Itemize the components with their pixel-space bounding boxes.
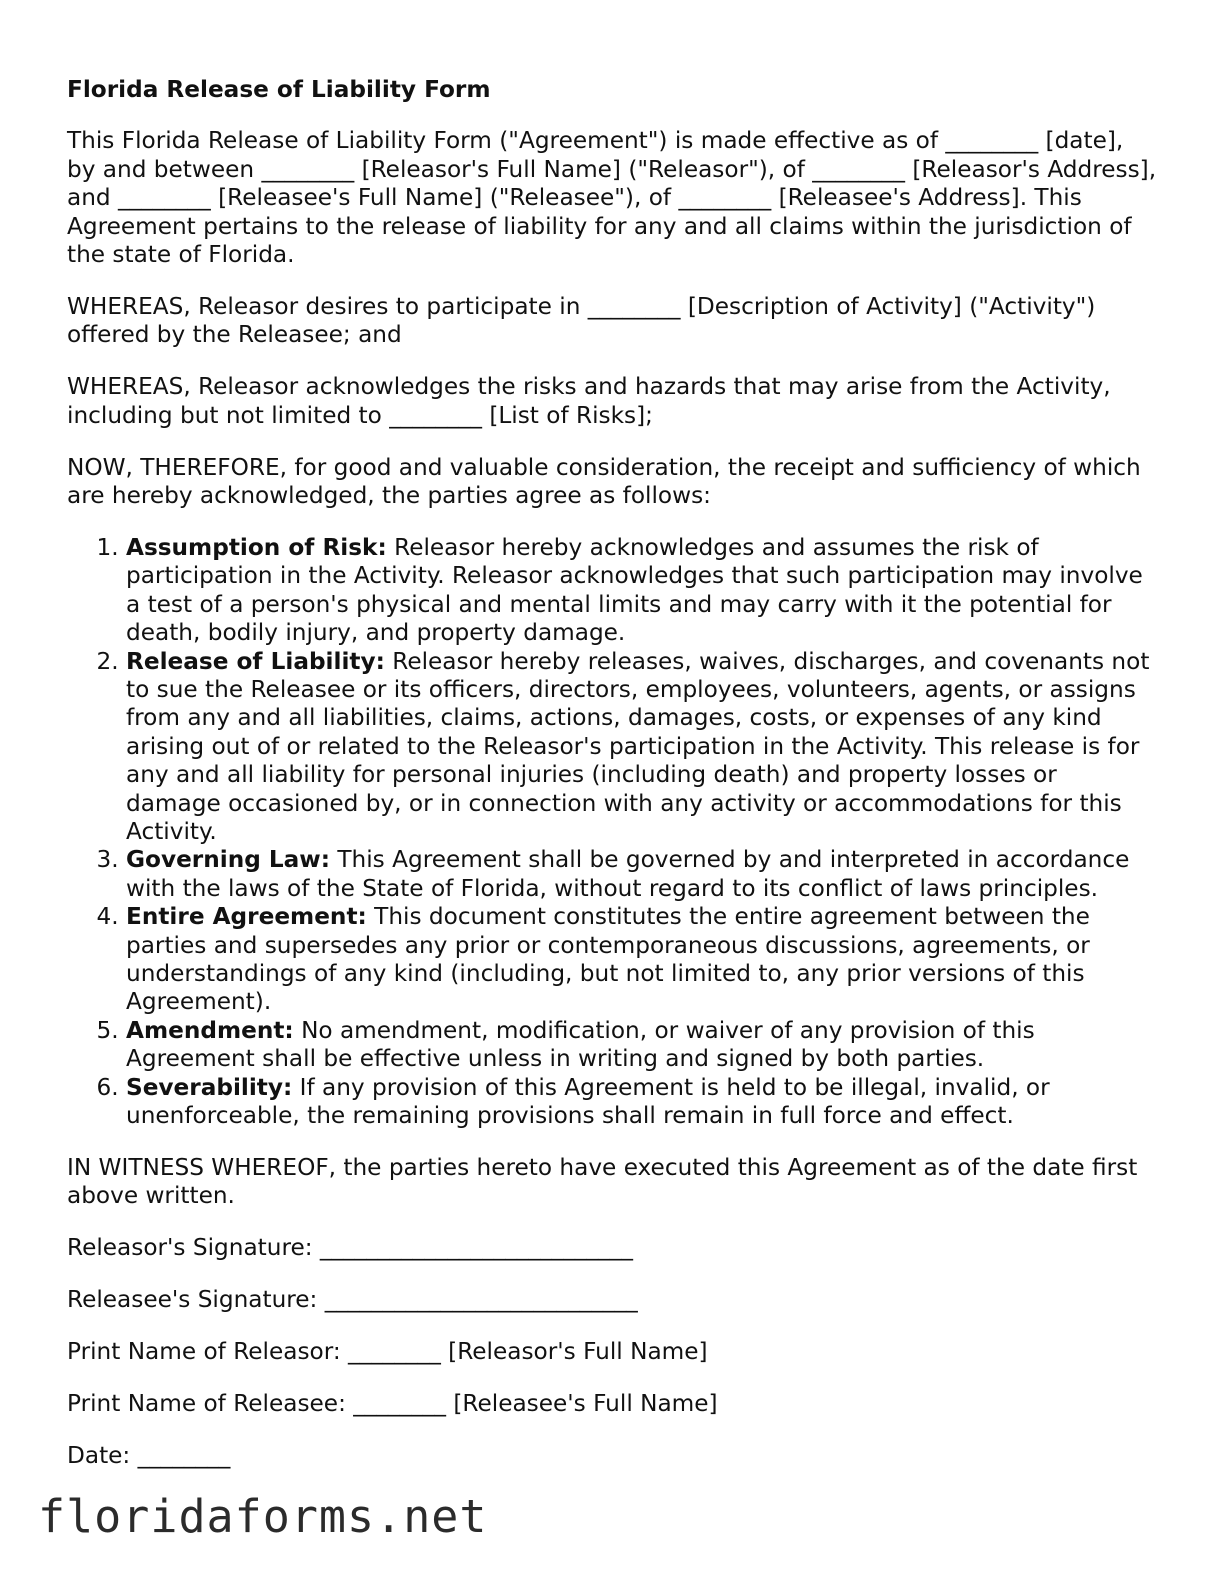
print-name-releasee-line: Print Name of Releasee: ________ [Releasee's Full Name] bbox=[67, 1389, 718, 1417]
intro-paragraph: This Florida Release of Liability Form ("Agreement") is made effective as of ________ [date], by and between ________ [Releasor's Full Name] ("Releasor"), of ________ [Releasor's Address], and ________ [Releasee's Full Name] ("Releasee"), of ________ [Releasee's Address]. This Agreement pertains to the release of liability for any and all claims within the jurisdiction of the state of Florida. bbox=[67, 127, 1157, 269]
print-name-releasor-line: Print Name of Releasor: ________ [Releasor's Full Name] bbox=[67, 1338, 708, 1366]
in-witness-paragraph: IN WITNESS WHEREOF, the parties hereto have executed this Agreement as of the date first above written. bbox=[67, 1153, 1138, 1210]
clause-entire-agreement bbox=[126, 903, 1157, 1017]
now-therefore-paragraph: NOW, THEREFORE, for good and valuable consideration, the receipt and sufficiency of which are hereby acknowledged, the parties agree as follows: bbox=[67, 453, 1141, 509]
clause-text: This document constitutes the entire agreement between the parties and supersedes any prior or contemporaneous discussions, agreements, or understandings of any kind (including, but not limited to, any prior versions of this Agreement). bbox=[126, 903, 1090, 1016]
clause-heading: Severability: bbox=[126, 1073, 293, 1101]
watermark-logo: floridaforms.net bbox=[38, 1490, 488, 1543]
clause-assumption-of-risk bbox=[126, 534, 1157, 648]
clause-text: No amendment, modification, or waiver of any provision of this Agreement shall be effective unless in writing and signed by both parties. bbox=[126, 1016, 1035, 1073]
clause-amendment bbox=[126, 1017, 1157, 1074]
clause-governing-law bbox=[126, 846, 1157, 903]
clause-heading: Amendment: bbox=[126, 1016, 294, 1044]
clause-list bbox=[67, 534, 1157, 1131]
document-title: Florida Release of Liability Form bbox=[67, 76, 491, 103]
clause-release-of-liability bbox=[126, 648, 1157, 847]
whereas-risks-paragraph: WHEREAS, Releasor acknowledges the risks and hazards that may arise from the Activity, including but not limited to ________ [List of Risks]; bbox=[67, 373, 1111, 429]
clause-text: Releasor hereby releases, waives, discharges, and covenants not to sue the Releasee or its officers, directors, employees, volunteers, agents, or assigns from any and all liabilities, claims, actions, damages, costs, or expenses of any kind arising out of or related to the Releasor's participation in the Activity. This release is for any and all liability for personal injuries (including death) and property losses or damage occasioned by, or in connection with any activity or accommodations for this Activity. bbox=[126, 647, 1150, 845]
clause-heading: Release of Liability: bbox=[126, 647, 385, 675]
clause-text: If any provision of this Agreement is held to be illegal, invalid, or unenforceable, the remaining provisions shall remain in full force and effect. bbox=[126, 1073, 1050, 1129]
document-page bbox=[67, 76, 1157, 1494]
clause-heading: Governing Law: bbox=[126, 846, 330, 874]
clause-severability bbox=[126, 1074, 1157, 1131]
clause-text: Releasor hereby acknowledges and assumes the risk of participation in the Activity. Releasor acknowledges that such participation may involve a test of a person's physical and mental limits and may carry with it the potential for death, bodily injury, and property damage. bbox=[126, 533, 1143, 647]
clause-heading: Assumption of Risk: bbox=[126, 533, 387, 561]
date-line: Date: ________ bbox=[67, 1441, 231, 1469]
releasor-signature-line: Releasor's Signature: ___________________________ bbox=[67, 1234, 633, 1262]
clause-text: This Agreement shall be governed by and interpreted in accordance with the laws of the State of Florida, without regard to its conflict of laws principles. bbox=[126, 846, 1130, 902]
whereas-activity-paragraph: WHEREAS, Releasor desires to participate in ________ [Description of Activity] ("Activity") offered by the Releasee; and bbox=[67, 292, 1096, 349]
clause-heading: Entire Agreement: bbox=[126, 903, 367, 931]
releasee-signature-line: Releasee's Signature: ___________________________ bbox=[67, 1286, 638, 1314]
